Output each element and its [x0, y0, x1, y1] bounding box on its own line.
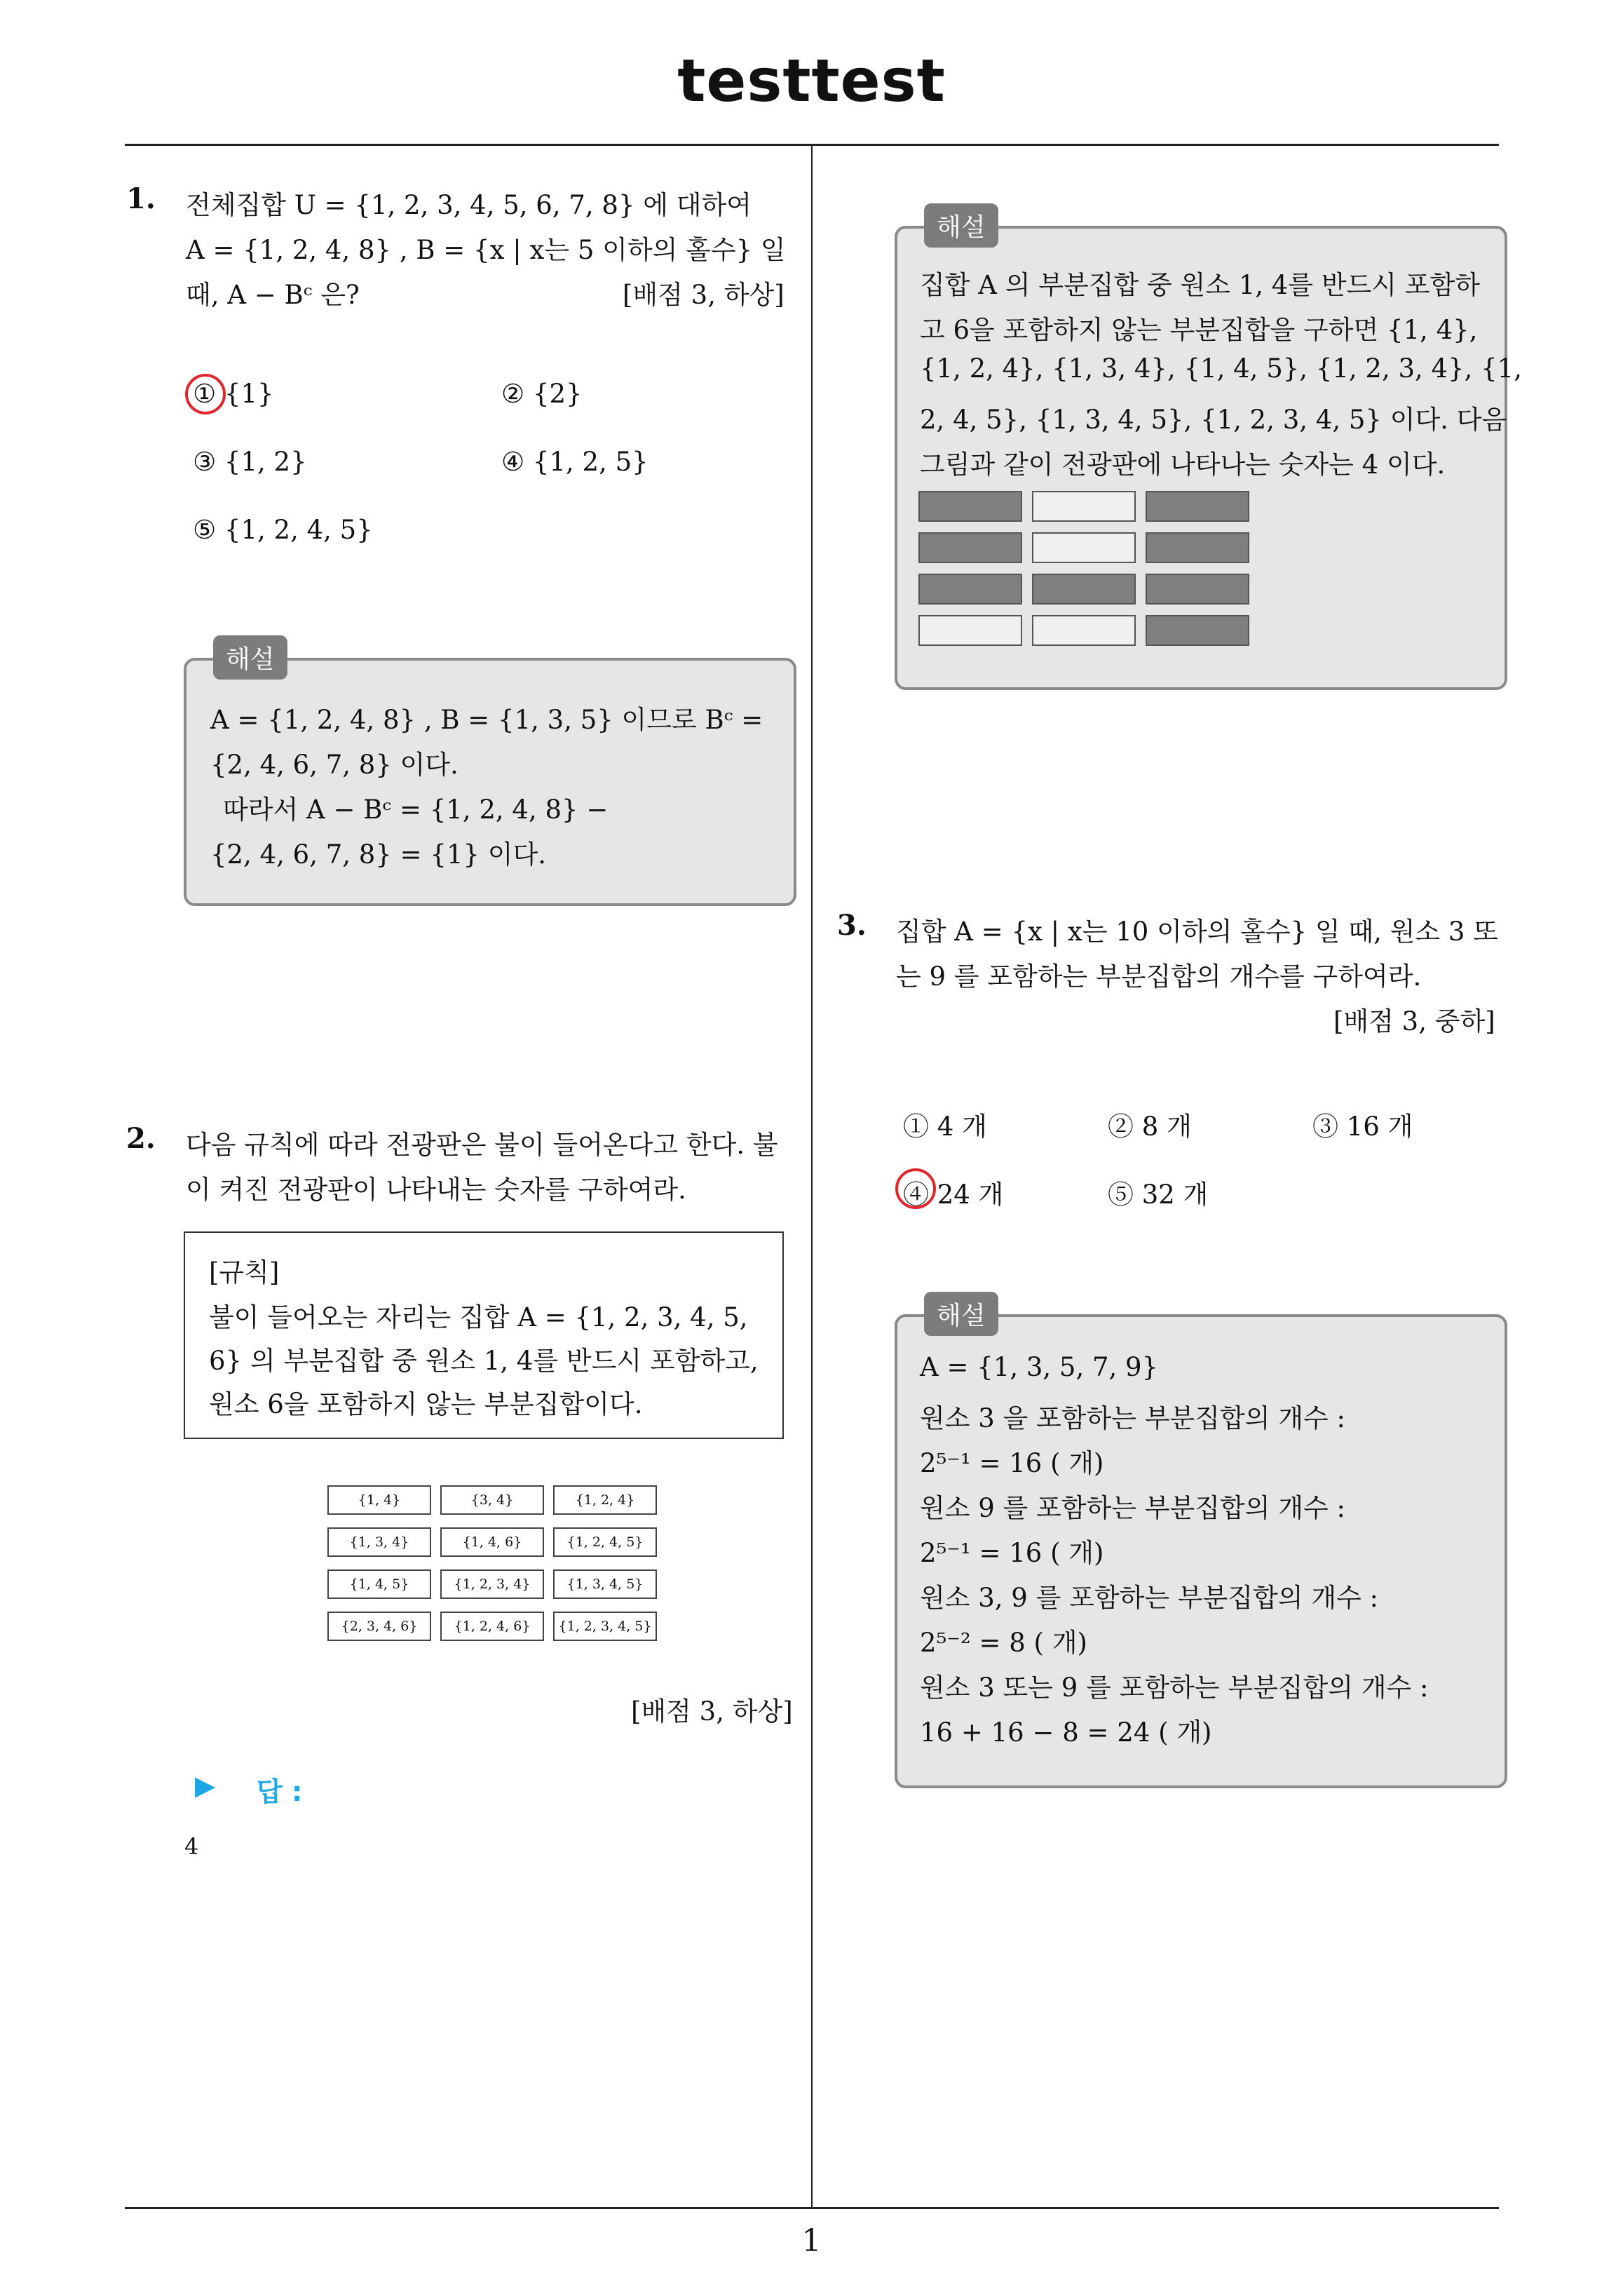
footer-rule: [125, 2207, 1499, 2209]
set-box: {2, 3, 4, 6}: [327, 1612, 431, 1641]
question-2-rule-line-1: [규칙]: [209, 1257, 280, 1288]
question-3-solution-line-7: 2⁵⁻² = 8 ( 개): [920, 1628, 1087, 1658]
answer-arrow-icon: ▶: [195, 1770, 216, 1801]
page-title: testtest: [677, 46, 946, 115]
lit-cell: [1032, 574, 1136, 605]
set-box: {1, 4, 6}: [440, 1527, 544, 1557]
question-3-solution-line-9: 16 + 16 − 8 = 24 ( 개): [920, 1717, 1212, 1748]
question-3-solution-line-1: A = {1, 3, 5, 7, 9}: [920, 1352, 1159, 1382]
question-1-choice-2[interactable]: ② {2}: [501, 379, 583, 409]
question-3-line-2: 는 9 를 포함하는 부분집합의 개수를 구하여라.: [896, 961, 1422, 992]
question-3-solution-line-2: 원소 3 을 포함하는 부분집합의 개수 :: [920, 1403, 1345, 1433]
question-1-solution-line-4: {2, 4, 6, 7, 8} = {1} 이다.: [210, 839, 547, 870]
lit-cell: [1146, 491, 1249, 522]
question-1-solution-line-1: A = {1, 2, 4, 8} , B = {1, 3, 5} 이므로 Bᶜ =: [210, 705, 763, 735]
lit-cell: [918, 532, 1022, 563]
question-1-number: 1.: [126, 182, 156, 215]
question-1-solution-tag: 해설: [213, 635, 287, 680]
question-3-solution-line-6: 원소 3, 9 를 포함하는 부분집합의 개수 :: [920, 1583, 1379, 1613]
question-2-number: 2.: [126, 1122, 156, 1155]
question-1-line-1: 전체집합 U = {1, 2, 3, 4, 5, 6, 7, 8} 에 대하여: [186, 190, 752, 220]
question-2-points: [배점 3, 하상]: [631, 1696, 793, 1727]
set-box: {1, 2, 4, 5}: [553, 1527, 657, 1557]
question-2-answer-value: 4: [184, 1833, 199, 1860]
question-2-solution-line-3: {1, 2, 4}, {1, 3, 4}, {1, 4, 5}, {1, 2, 3, 4}, {1,: [920, 353, 1522, 384]
question-2-line-2: 이 켜진 전광판이 나타내는 숫자를 구하여라.: [186, 1175, 686, 1205]
question-3-line-1: 집합 A = {x | x는 10 이하의 홀수} 일 때, 원소 3 또: [896, 917, 1498, 947]
question-1-choice-5[interactable]: ⑤ {1, 2, 4, 5}: [193, 515, 373, 545]
question-3-solution-line-4: 원소 9 를 포함하는 부분집합의 개수 :: [920, 1493, 1345, 1523]
lit-cell: [918, 574, 1022, 605]
question-2-answer-label: 답 :: [257, 1776, 303, 1807]
set-box: {1, 2, 4}: [553, 1485, 657, 1515]
question-3-number: 3.: [837, 909, 867, 942]
question-2-rule-line-4: 원소 6을 포함하지 않는 부분집합이다.: [209, 1389, 643, 1419]
set-box: {1, 2, 3, 4}: [440, 1569, 544, 1599]
unlit-cell: [1032, 615, 1136, 646]
question-3-choice-1[interactable]: ① 4 개: [903, 1112, 987, 1142]
set-box: {1, 4, 5}: [327, 1569, 431, 1599]
light-board-display: [918, 491, 1248, 652]
question-1-choice-3[interactable]: ③ {1, 2}: [193, 447, 307, 477]
lit-cell: [918, 491, 1022, 522]
question-2-rule-line-3: 6} 의 부분집합 중 원소 1, 4를 반드시 포함하고,: [209, 1346, 759, 1376]
question-1-choice-4[interactable]: ④ {1, 2, 5}: [501, 447, 648, 477]
question-3-points: [배점 3, 중하]: [1333, 1006, 1495, 1036]
question-2-rule-line-2: 불이 들어오는 자리는 집합 A = {1, 2, 3, 4, 5,: [209, 1302, 748, 1332]
question-1-line-3: 때, A − Bᶜ 은?: [186, 280, 360, 310]
question-1-solution-line-2: {2, 4, 6, 7, 8} 이다.: [210, 750, 459, 780]
question-1-answer-mark: [185, 374, 226, 414]
lit-cell: [1146, 615, 1249, 646]
unlit-cell: [1032, 491, 1136, 522]
question-1-line-2: A = {1, 2, 4, 8} , B = {x | x는 5 이하의 홀수} 일: [186, 235, 786, 265]
column-divider: [811, 145, 813, 2207]
question-3-choice-2[interactable]: ② 8 개: [1108, 1112, 1192, 1142]
question-1-points: [배점 3, 하상]: [623, 280, 785, 310]
question-2-solution-line-5: 그림과 같이 전광판에 나타나는 숫자는 4 이다.: [920, 450, 1446, 480]
question-3-choice-4[interactable]: ④ 24 개: [903, 1180, 1004, 1210]
question-3-choice-5[interactable]: ⑤ 32 개: [1108, 1180, 1209, 1210]
question-2-line-1: 다음 규칙에 따라 전광판은 불이 들어온다고 한다. 불: [186, 1130, 778, 1160]
set-box: {1, 4}: [327, 1485, 431, 1515]
question-3-solution-line-8: 원소 3 또는 9 를 포함하는 부분집합의 개수 :: [920, 1673, 1429, 1703]
set-box: {1, 3, 4}: [327, 1527, 431, 1557]
question-3-choice-3[interactable]: ③ 16 개: [1312, 1112, 1413, 1142]
page-number: 1: [801, 2223, 822, 2259]
question-3-solution-line-3: 2⁵⁻¹ = 16 ( 개): [920, 1448, 1104, 1478]
question-3-answer-mark: [895, 1168, 936, 1209]
question-1-solution-line-3: 따라서 A − Bᶜ = {1, 2, 4, 8} −: [223, 795, 609, 825]
set-box: {1, 2, 3, 4, 5}: [553, 1612, 657, 1641]
unlit-cell: [918, 615, 1022, 646]
lit-cell: [1146, 574, 1249, 605]
question-3-solution-line-5: 2⁵⁻¹ = 16 ( 개): [920, 1538, 1104, 1568]
question-2-solution-line-1: 집합 A 의 부분집합 중 원소 1, 4를 반드시 포함하: [920, 270, 1481, 300]
set-box: {3, 4}: [440, 1485, 544, 1515]
set-box: {1, 2, 4, 6}: [440, 1612, 544, 1641]
unlit-cell: [1032, 532, 1136, 563]
lit-cell: [1146, 532, 1249, 563]
set-box: {1, 3, 4, 5}: [553, 1569, 657, 1599]
question-2-solution-line-2: 고 6을 포함하지 않는 부분집합을 구하면 {1, 4},: [920, 315, 1478, 345]
question-3-solution-tag: 해설: [924, 1292, 998, 1336]
question-2-solution-tag: 해설: [924, 203, 998, 248]
question-1-choice-1[interactable]: ① {1}: [193, 379, 274, 409]
question-2-solution-line-4: 2, 4, 5}, {1, 3, 4, 5}, {1, 2, 3, 4, 5} 이다. 다음: [920, 405, 1507, 435]
